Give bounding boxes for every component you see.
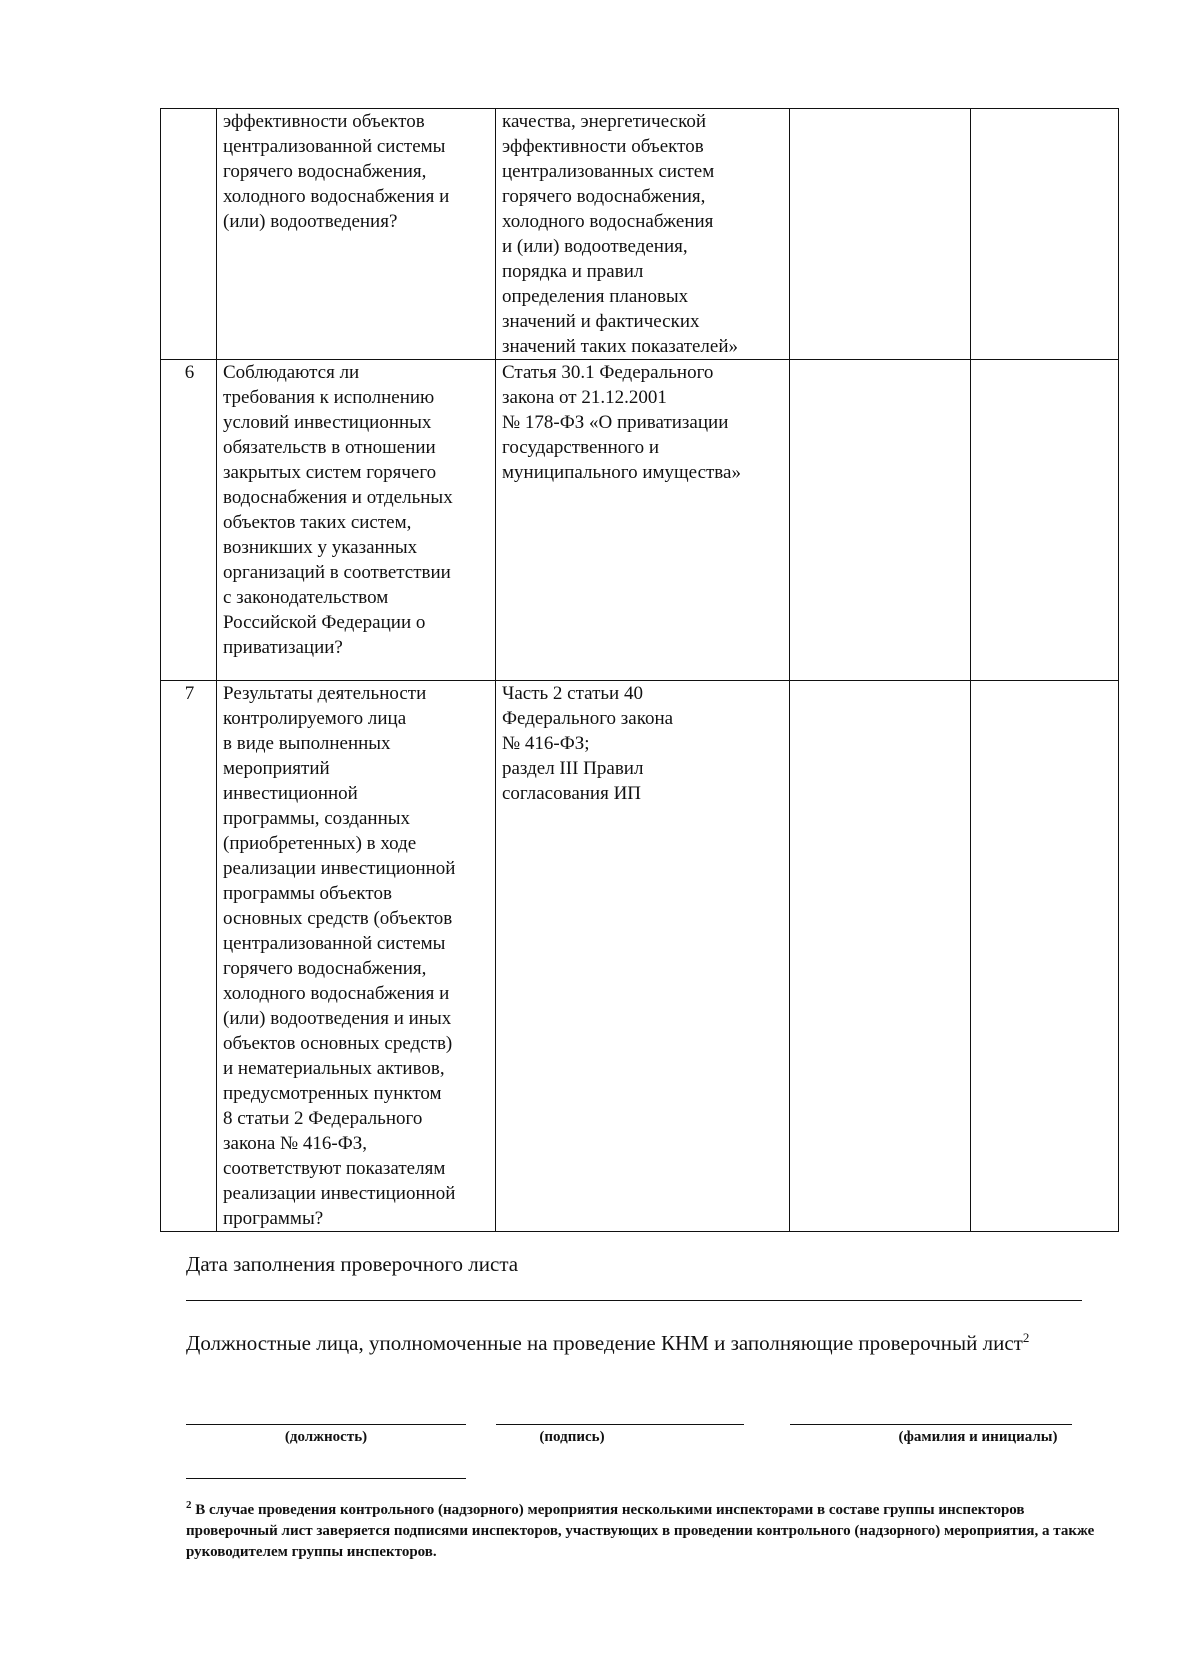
fill-date-label: Дата заполнения проверочного листа	[186, 1252, 519, 1276]
footnote	[186, 1495, 1106, 1563]
table-row	[161, 109, 1119, 360]
name-caption: (фамилия и инициалы)	[898, 1429, 1058, 1445]
question-cell: Соблюдаются ли требования к исполнению условий инвестиционных обязательств в отношении закрытых систем горячего водоснабжения и отдельных объектов таких систем, возникших у указанных организаций в соответствии с законодательством Российской Федерации о приватизации?	[217, 360, 496, 681]
position-signature-line[interactable]	[186, 1424, 466, 1425]
table-row	[161, 360, 1119, 681]
officials-text: Должностные лица, уполномоченные на проведение КНМ и заполняющие проверочный лист	[186, 1331, 1023, 1355]
signature-caption: (подпись)	[539, 1429, 605, 1445]
signature-line[interactable]	[496, 1424, 744, 1425]
name-signature-line[interactable]	[790, 1424, 1072, 1425]
fill-date-line[interactable]	[186, 1300, 1082, 1301]
officials-label	[186, 1325, 1086, 1356]
note-cell[interactable]	[971, 109, 1119, 360]
row-number-cell: 6	[161, 360, 217, 681]
footnote-mark: 2	[186, 1499, 192, 1511]
table-row	[161, 681, 1119, 1232]
footnote-text: В случае проведения контрольного (надзорного) мероприятия несколькими инспекторами в составе группы инспекторов проверочный лист заверяется подписями инспекторов, участвующих в проведении контрольного (надзорного) мероприятия, а также руководителем группы инспекторов.	[186, 1502, 1095, 1560]
checklist-table	[160, 108, 1119, 1232]
footnote-separator	[186, 1478, 466, 1479]
reference-cell: Часть 2 статьи 40 Федерального закона № 416-ФЗ; раздел III Правил согласования ИП	[496, 681, 790, 1232]
row-number-cell: 7	[161, 681, 217, 1232]
position-caption: (должность)	[284, 1429, 368, 1445]
question-cell: эффективности объектов централизованной системы горячего водоснабжения, холодного водоснабжения и (или) водоотведения?	[217, 109, 496, 360]
reference-cell: Статья 30.1 Федерального закона от 21.12.2001 № 178-ФЗ «О приватизации государственного и муниципального имущества»	[496, 360, 790, 681]
reference-cell: качества, энергетической эффективности объектов централизованных систем горячего водоснабжения, холодного водоснабжения и (или) водоотведения, порядка и правил определения плановых значений и фактических значений таких показателей»	[496, 109, 790, 360]
note-cell[interactable]	[971, 681, 1119, 1232]
question-cell: Результаты деятельности контролируемого лица в виде выполненных мероприятий инвестиционной программы, созданных (приобретенных) в ходе реализации инвестиционной программы объектов основных средств (объектов централизованной системы горячего водоснабжения, холодного водоснабжения и (или) водоотведения и иных объектов основных средств) и нематериальных активов, предусмотренных пунктом 8 статьи 2 Федерального закона № 416-ФЗ, соответствуют показателям реализации инвестиционной программы?	[217, 681, 496, 1232]
row-number-cell	[161, 109, 217, 360]
footnote-reference: 2	[1022, 1330, 1030, 1345]
answer-cell[interactable]	[790, 109, 971, 360]
answer-cell[interactable]	[790, 360, 971, 681]
note-cell[interactable]	[971, 360, 1119, 681]
answer-cell[interactable]	[790, 681, 971, 1232]
